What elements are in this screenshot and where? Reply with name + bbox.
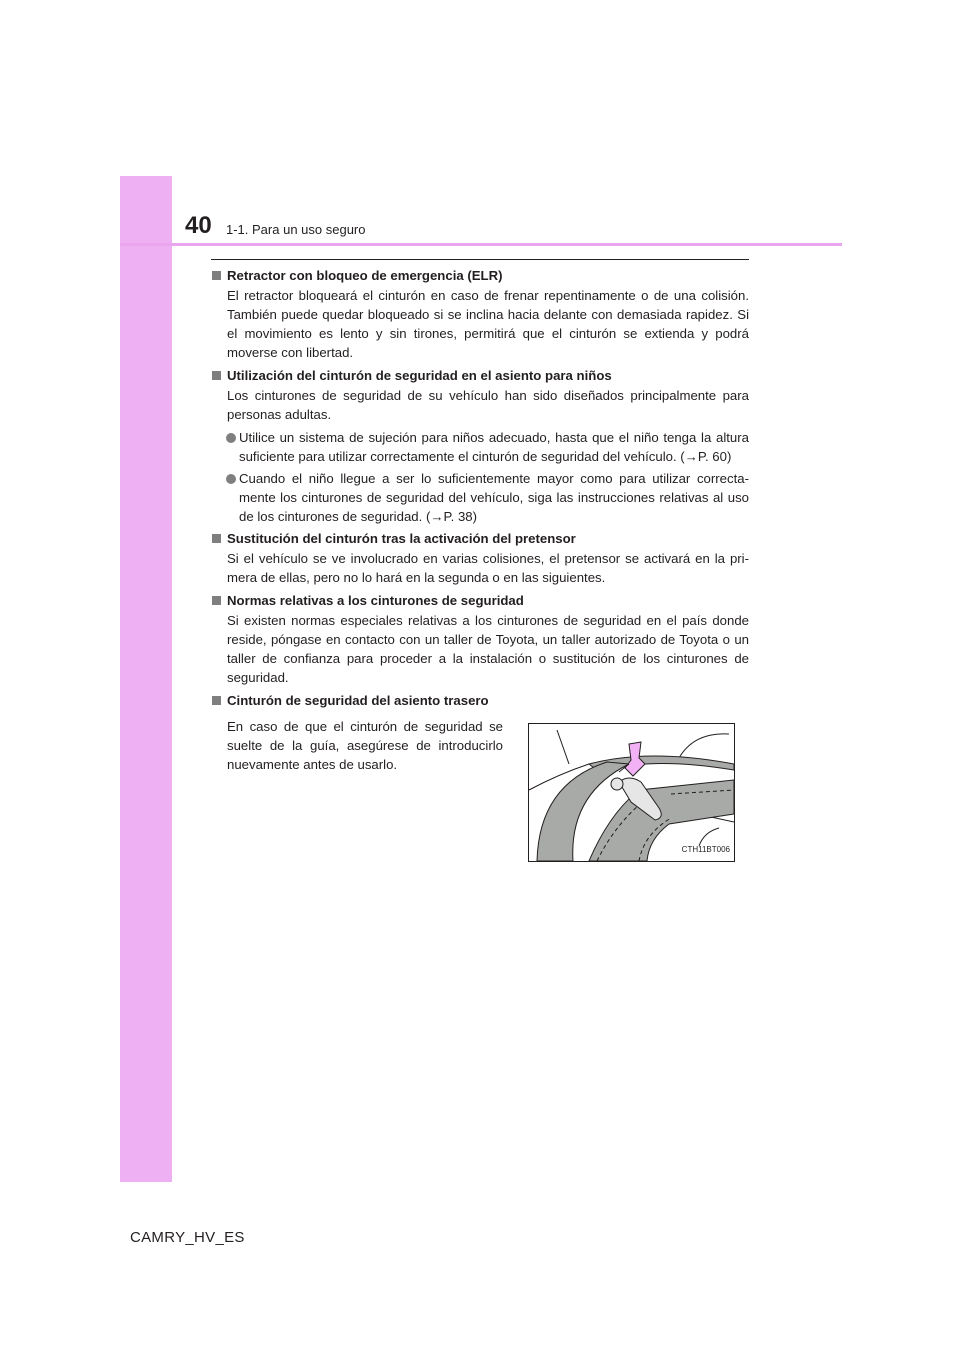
section-heading-pretensioner — [211, 529, 749, 548]
paragraph-regulations: Si existen normas especiales relativas a los cinturones de seguridad en el país donde reside, póngase en contacto con un taller de Toyota, un taller autorizado de Toyota o un taller de confianza para proceder a la instalación o sustitución de los cinturones de seguridad. — [227, 613, 749, 685]
section-title: 1-1. Para un uso seguro — [226, 222, 366, 237]
square-bullet-icon — [212, 596, 221, 605]
square-bullet-icon — [212, 696, 221, 705]
square-bullet-icon — [212, 271, 221, 280]
header-rule — [120, 243, 842, 246]
heading-text: Cinturón de seguridad del asiento trasero — [227, 693, 489, 708]
seatbelt-guide-illustration — [528, 723, 735, 862]
chapter-sidebar — [120, 176, 172, 1182]
rear-seat-block — [211, 711, 749, 861]
section-heading-regulations — [211, 591, 749, 610]
paragraph-pretensioner: Si el vehículo se ve involucrado en varias colisiones, el pretensor se activará en la pri-mera de ellas, pero no lo hará en la segunda o en las siguientes. — [227, 551, 749, 585]
section-heading-child-seat — [211, 366, 749, 385]
heading-text: Retractor con bloqueo de emergencia (ELR) — [227, 268, 503, 283]
heading-text: Normas relativas a los cinturones de seguridad — [227, 593, 524, 608]
list-item-text: Cuando el niño llegue a ser lo suficientemente mayor como para utilizar correcta-mente los cinturones de seguridad del vehículo, siga las instrucciones relativas al uso de los cinturones de seguridad. (→P. 38) — [239, 471, 749, 524]
list-item — [211, 469, 749, 526]
square-bullet-icon — [212, 534, 221, 543]
list-item — [211, 428, 749, 466]
square-bullet-icon — [212, 371, 221, 380]
section-heading-rear-seat — [211, 691, 749, 710]
paragraph-elr: El retractor bloqueará el cinturón en caso de frenar repentinamente o de una colisión. También puede quedar bloqueado si se inclina hacia delante con demasiada rapidez. Si el movimiento es lento y sin tirones, permitirá que el cinturón se extienda y podrá moverse con libertad. — [227, 288, 749, 360]
circle-bullet-icon — [226, 433, 236, 443]
figure-code: CTH11BT006 — [681, 845, 730, 854]
circle-bullet-icon — [226, 474, 236, 484]
heading-text: Sustitución del cinturón tras la activación del pretensor — [227, 531, 576, 546]
paragraph-rear-seat: En caso de que el cinturón de seguridad se suelte de la guía, asegúrese de introducirlo nuevamente antes de usarlo. — [227, 719, 503, 772]
heading-text: Utilización del cinturón de seguridad en el asiento para niños — [227, 368, 612, 383]
page-number: 40 — [185, 212, 212, 239]
content-body — [211, 266, 749, 861]
section-heading-elr — [211, 266, 749, 285]
paragraph-child-seat: Los cinturones de seguridad de su vehículo han sido diseñados principalmente para personas adultas. — [227, 388, 749, 422]
content-top-rule — [211, 259, 749, 260]
footer-model: CAMRY_HV_ES — [130, 1229, 245, 1246]
list-item-text: Utilice un sistema de sujeción para niños adecuado, hasta que el niño tenga la altura suficiente para utilizar correctamente el cinturón de seguridad del vehículo. (→P. 60) — [239, 430, 749, 464]
